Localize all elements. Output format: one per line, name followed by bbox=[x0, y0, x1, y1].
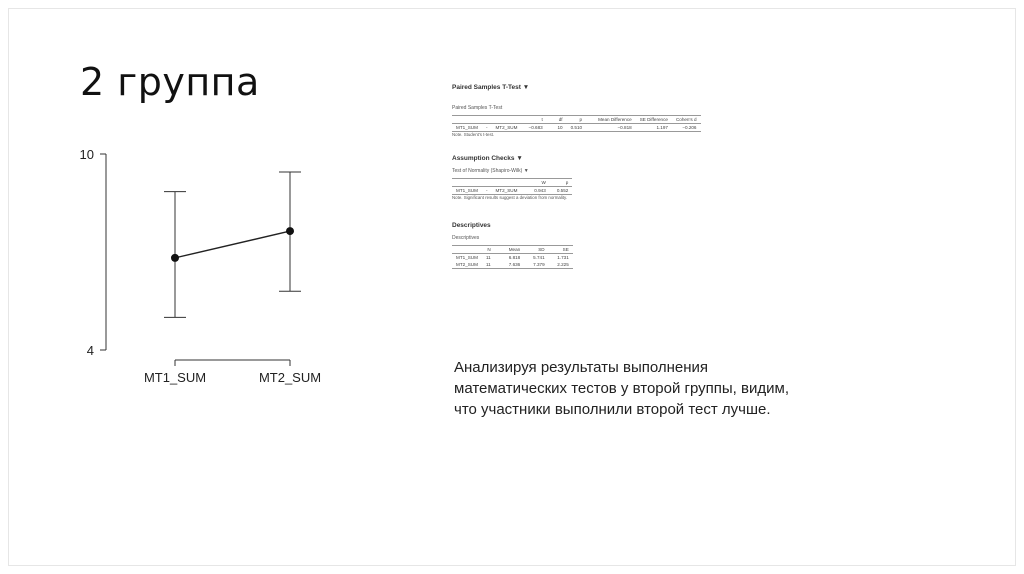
col-header: Cohen's d bbox=[672, 116, 701, 124]
col-header: df bbox=[547, 116, 567, 124]
summary-text bbox=[454, 357, 874, 420]
cell: −0.818 bbox=[586, 124, 636, 132]
cell: MT2_SUM bbox=[491, 124, 521, 132]
table-row bbox=[452, 254, 573, 262]
summary-line: математических тестов у второй группы, видим, bbox=[454, 380, 789, 397]
col-header bbox=[452, 179, 482, 187]
dropdown-arrow-icon: ▼ bbox=[523, 168, 529, 174]
col-header: N bbox=[482, 246, 495, 254]
paired-ttest-note: Note. Student's t-test. bbox=[452, 132, 495, 137]
cell: 2.225 bbox=[549, 261, 573, 269]
summary-line: что участники выполнили второй тест лучше. bbox=[454, 401, 771, 418]
cell: - bbox=[482, 124, 492, 132]
cell: MT1_SUM bbox=[452, 124, 482, 132]
normality-note: Note. Significant results suggest a deviation from normality. bbox=[452, 195, 568, 200]
cell: MT2_SUM bbox=[491, 187, 521, 195]
col-header: p bbox=[567, 116, 587, 124]
y-tick-label: 4 bbox=[86, 343, 94, 358]
col-header: t bbox=[521, 116, 546, 124]
paired-ttest-table bbox=[452, 115, 701, 132]
cell: - bbox=[482, 187, 492, 195]
cell: MT1_SUM bbox=[452, 187, 482, 195]
slide-title: 2 группа bbox=[80, 60, 260, 104]
cell: 0.552 bbox=[550, 187, 573, 195]
col-header: Mean Difference bbox=[586, 116, 636, 124]
descriptives-table bbox=[452, 245, 573, 269]
cell: 10 bbox=[547, 124, 567, 132]
col-header: W bbox=[521, 179, 549, 187]
col-header bbox=[482, 116, 492, 124]
cell: 7.379 bbox=[524, 261, 548, 269]
assumption-checks-title[interactable]: Assumption Checks ▼ bbox=[452, 155, 523, 162]
cell: −0.683 bbox=[521, 124, 546, 132]
col-header bbox=[452, 116, 482, 124]
paired-ttest-caption: Paired Samples T-Test bbox=[452, 105, 503, 111]
x-tick-label: MT2_SUM bbox=[258, 370, 322, 385]
cell: 11 bbox=[485, 255, 491, 260]
dropdown-arrow-icon: ▼ bbox=[516, 155, 523, 162]
mean-point bbox=[286, 227, 294, 235]
normality-table bbox=[452, 178, 572, 195]
col-header bbox=[491, 116, 521, 124]
dropdown-arrow-icon: ▼ bbox=[522, 84, 530, 91]
cell: 7.636 bbox=[495, 261, 525, 269]
cell: MT1_SUM bbox=[456, 255, 478, 260]
col-header bbox=[491, 179, 521, 187]
x-tick-label: MT1_SUM bbox=[143, 370, 207, 385]
col-header: SE bbox=[549, 246, 573, 254]
col-header: Mean bbox=[495, 246, 525, 254]
col-header: SE Difference bbox=[636, 116, 672, 124]
cell: 6.818 bbox=[508, 255, 521, 260]
mean-point bbox=[171, 254, 179, 262]
table-row bbox=[452, 124, 701, 132]
cell: 0.510 bbox=[567, 124, 587, 132]
paired-ttest-title[interactable]: Paired Samples T-Test ▼ bbox=[452, 84, 530, 91]
descriptives-caption: Descriptives bbox=[452, 235, 480, 241]
descriptives-plot bbox=[60, 130, 360, 390]
summary-line: Анализируя результаты выполнения bbox=[454, 359, 709, 376]
y-tick-label: 10 bbox=[79, 147, 94, 162]
table-row bbox=[452, 187, 572, 195]
stats-panel bbox=[452, 84, 752, 269]
descriptives-title[interactable]: Descriptives bbox=[452, 222, 491, 229]
cell: 5.741 bbox=[533, 255, 545, 260]
col-header: SD bbox=[524, 246, 548, 254]
cell: −0.206 bbox=[672, 124, 701, 132]
normality-caption[interactable]: Test of Normality (Shapiro-Wilk) ▼ bbox=[452, 168, 529, 174]
col-header bbox=[482, 179, 492, 187]
table-row bbox=[452, 261, 573, 269]
mean-connector-line bbox=[175, 231, 290, 258]
cell: 11 bbox=[482, 261, 495, 269]
cell: 0.943 bbox=[521, 187, 549, 195]
cell: 1.197 bbox=[636, 124, 672, 132]
col-header: p bbox=[550, 179, 573, 187]
cell: 1.731 bbox=[557, 255, 569, 260]
cell: MT2_SUM bbox=[452, 261, 482, 269]
col-header bbox=[452, 246, 482, 254]
